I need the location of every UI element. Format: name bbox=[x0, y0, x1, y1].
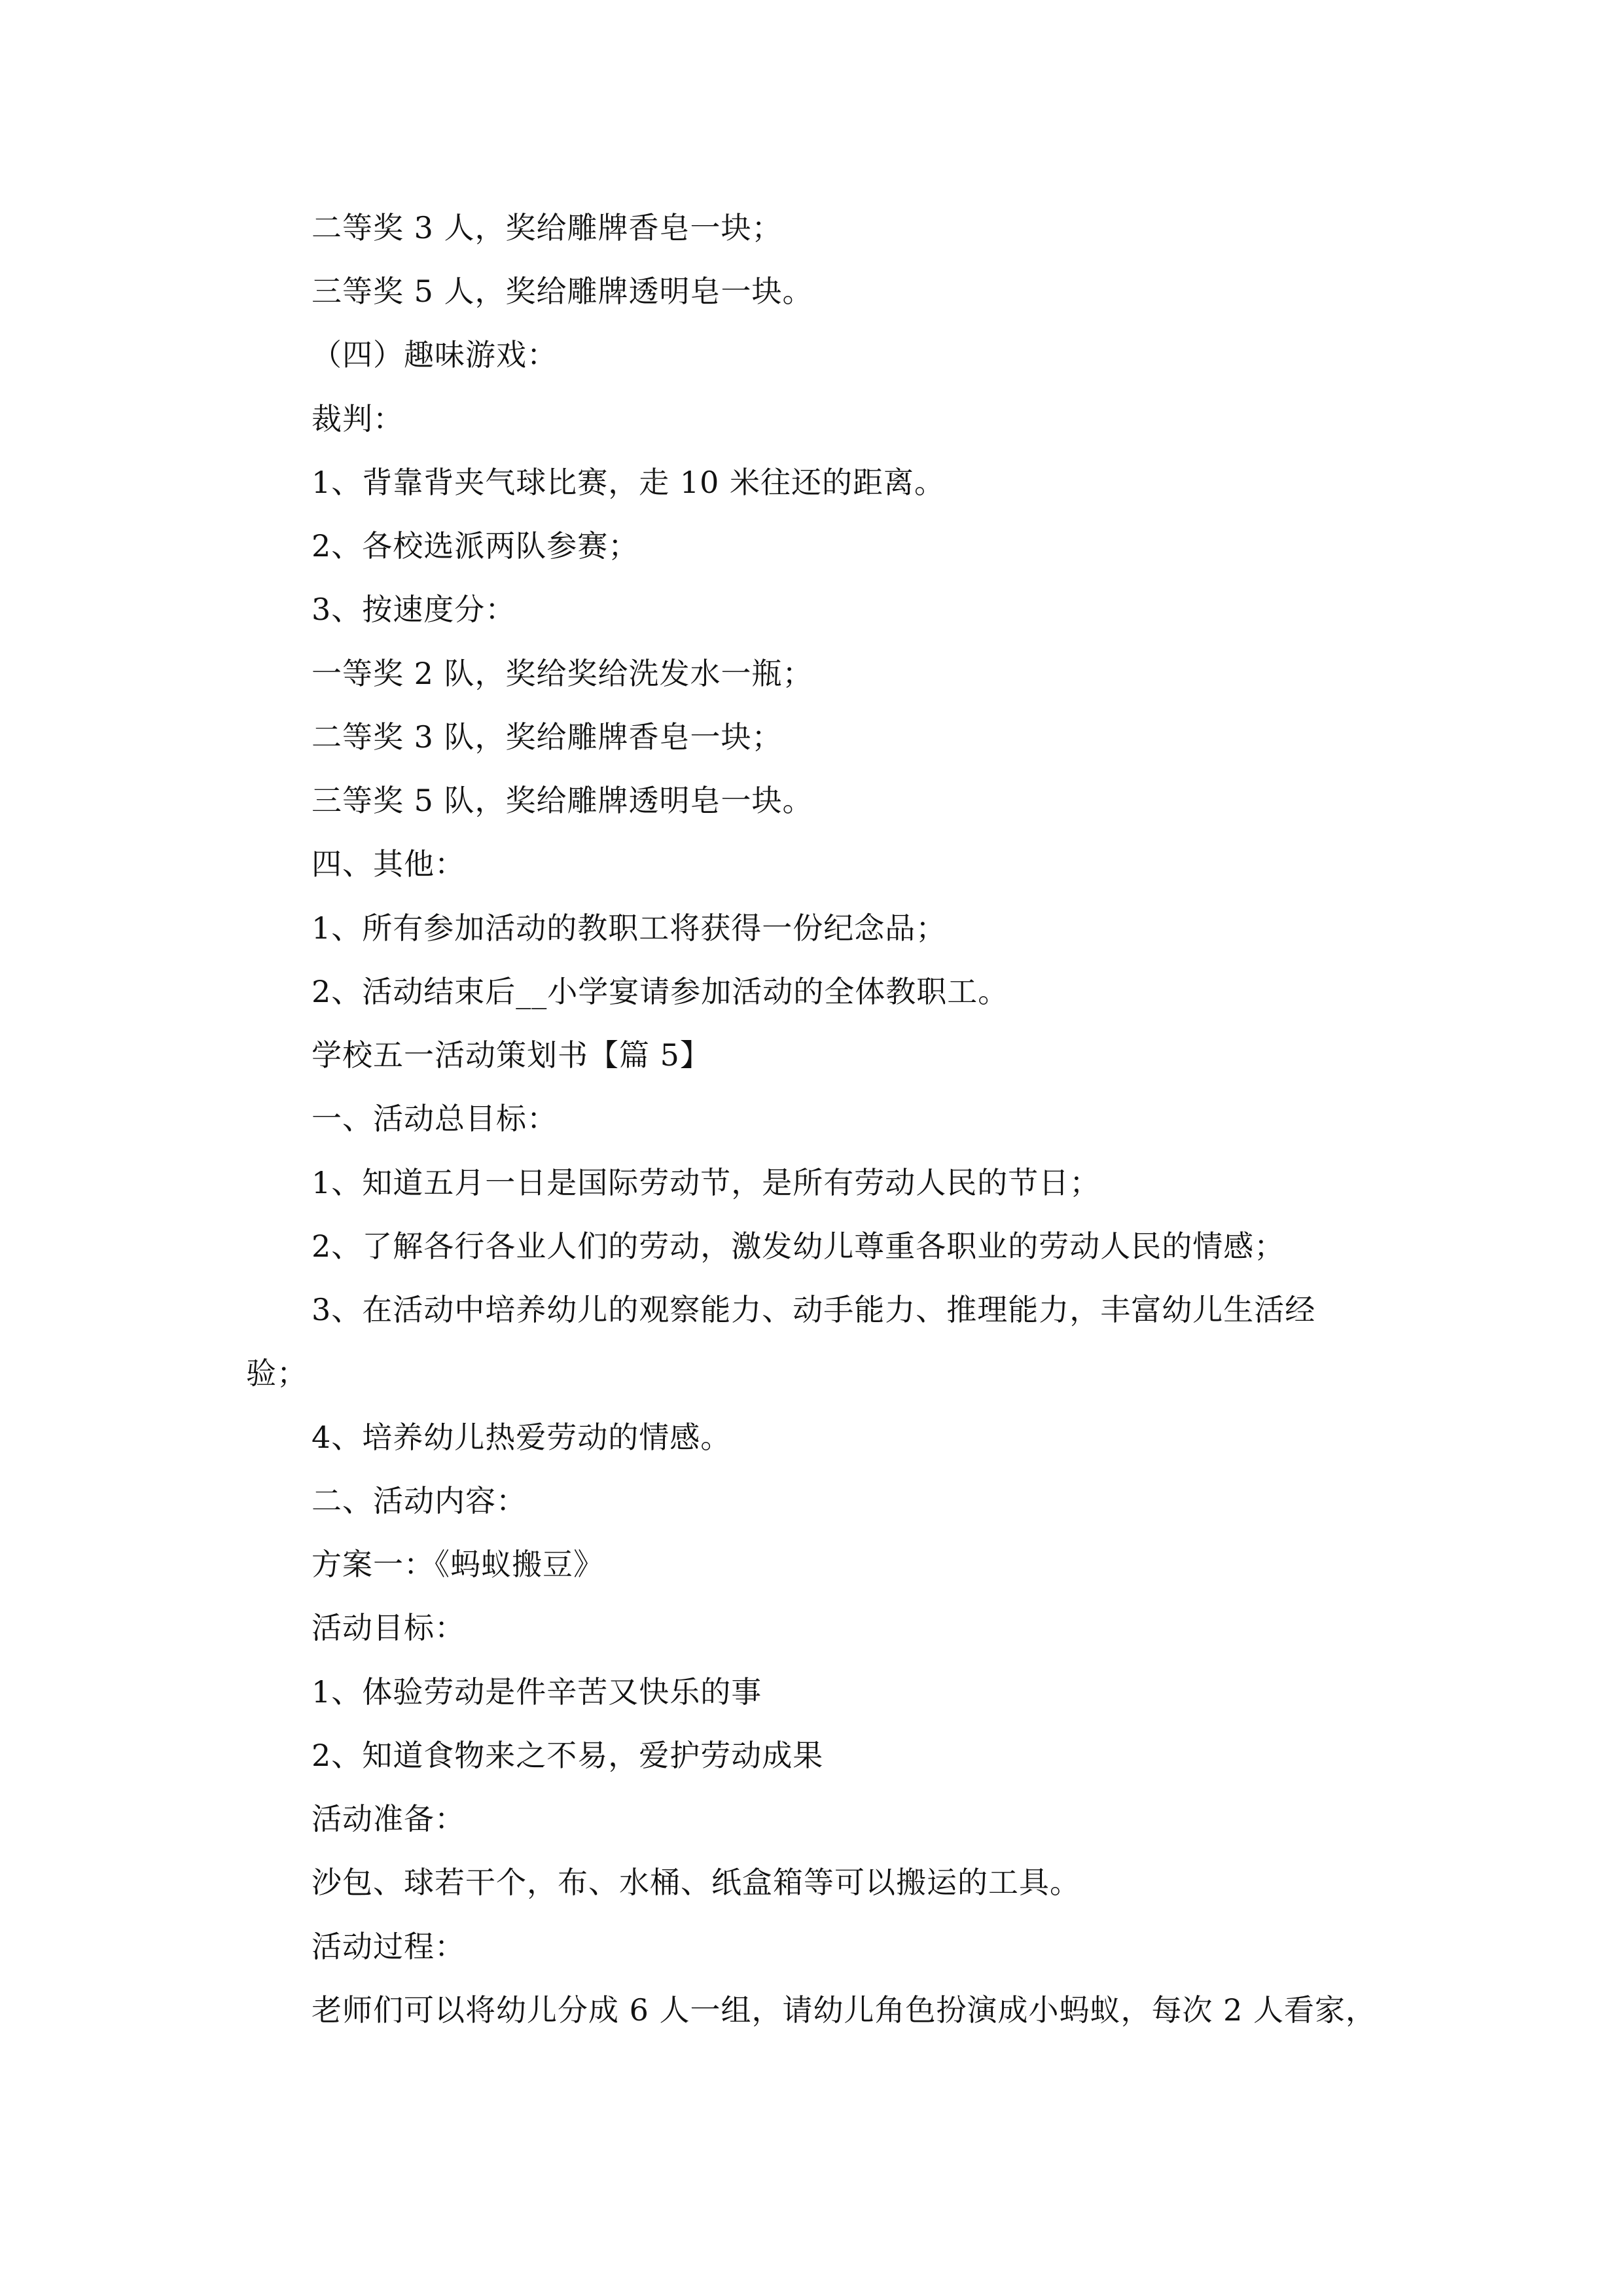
list-item: 1、背靠背夹气球比赛，走 10 米往还的距离。 bbox=[312, 465, 946, 500]
text-line: 一等奖 2 队，奖给奖给洗发水一瓶； bbox=[312, 656, 813, 691]
text-line: 三等奖 5 人，奖给雕牌透明皂一块。 bbox=[312, 274, 813, 309]
list-item: 3、按速度分： bbox=[312, 592, 516, 627]
text-line-continuation: 验； bbox=[246, 1355, 308, 1391]
text-line: 二等奖 3 人，奖给雕牌香皂一块； bbox=[312, 210, 783, 245]
list-item: 1、所有参加活动的教职工将获得一份纪念品； bbox=[312, 910, 947, 946]
document-title: 学校五一活动策划书【篇 5】 bbox=[312, 1037, 711, 1073]
list-item: 2、了解各行各业人们的劳动，激发幼儿尊重各职业的劳动人民的情感； bbox=[312, 1229, 1285, 1264]
text-line: 方案一：《蚂蚁搬豆》 bbox=[312, 1547, 604, 1582]
list-item: 2、各校选派两队参赛； bbox=[312, 528, 639, 564]
subsection-heading: 活动过程： bbox=[312, 1929, 465, 1964]
subsection-heading: 活动目标： bbox=[312, 1610, 465, 1645]
list-item: 1、知道五月一日是国际劳动节，是所有劳动人民的节日； bbox=[312, 1165, 1101, 1200]
text-line: 沙包、球若干个，布、水桶、纸盒箱等可以搬运的工具。 bbox=[312, 1865, 1080, 1900]
list-item: 4、培养幼儿热爱劳动的情感。 bbox=[312, 1420, 732, 1455]
list-item: 3、在活动中培养幼儿的观察能力、动手能力、推理能力，丰富幼儿生活经 bbox=[312, 1292, 1316, 1327]
section-heading: 二、活动内容： bbox=[312, 1483, 527, 1518]
subsection-heading: 活动准备： bbox=[312, 1801, 465, 1837]
text-line: 裁判： bbox=[312, 401, 404, 437]
section-heading: 一、活动总目标： bbox=[312, 1101, 558, 1136]
section-heading: 四、其他： bbox=[312, 846, 465, 882]
list-item: 2、知道食物来之不易，爱护劳动成果 bbox=[312, 1738, 824, 1773]
text-line: 三等奖 5 队，奖给雕牌透明皂一块。 bbox=[312, 783, 813, 818]
text-line: 二等奖 3 队，奖给雕牌香皂一块； bbox=[312, 719, 783, 755]
text-line: 老师们可以将幼儿分成 6 人一组，请幼儿角色扮演成小蚂蚁，每次 2 人看家， bbox=[312, 1992, 1377, 2028]
section-heading: （四）趣味游戏： bbox=[312, 337, 558, 372]
list-item: 2、活动结束后__小学宴请参加活动的全体教职工。 bbox=[312, 974, 1009, 1009]
list-item: 1、体验劳动是件辛苦又快乐的事 bbox=[312, 1674, 762, 1710]
